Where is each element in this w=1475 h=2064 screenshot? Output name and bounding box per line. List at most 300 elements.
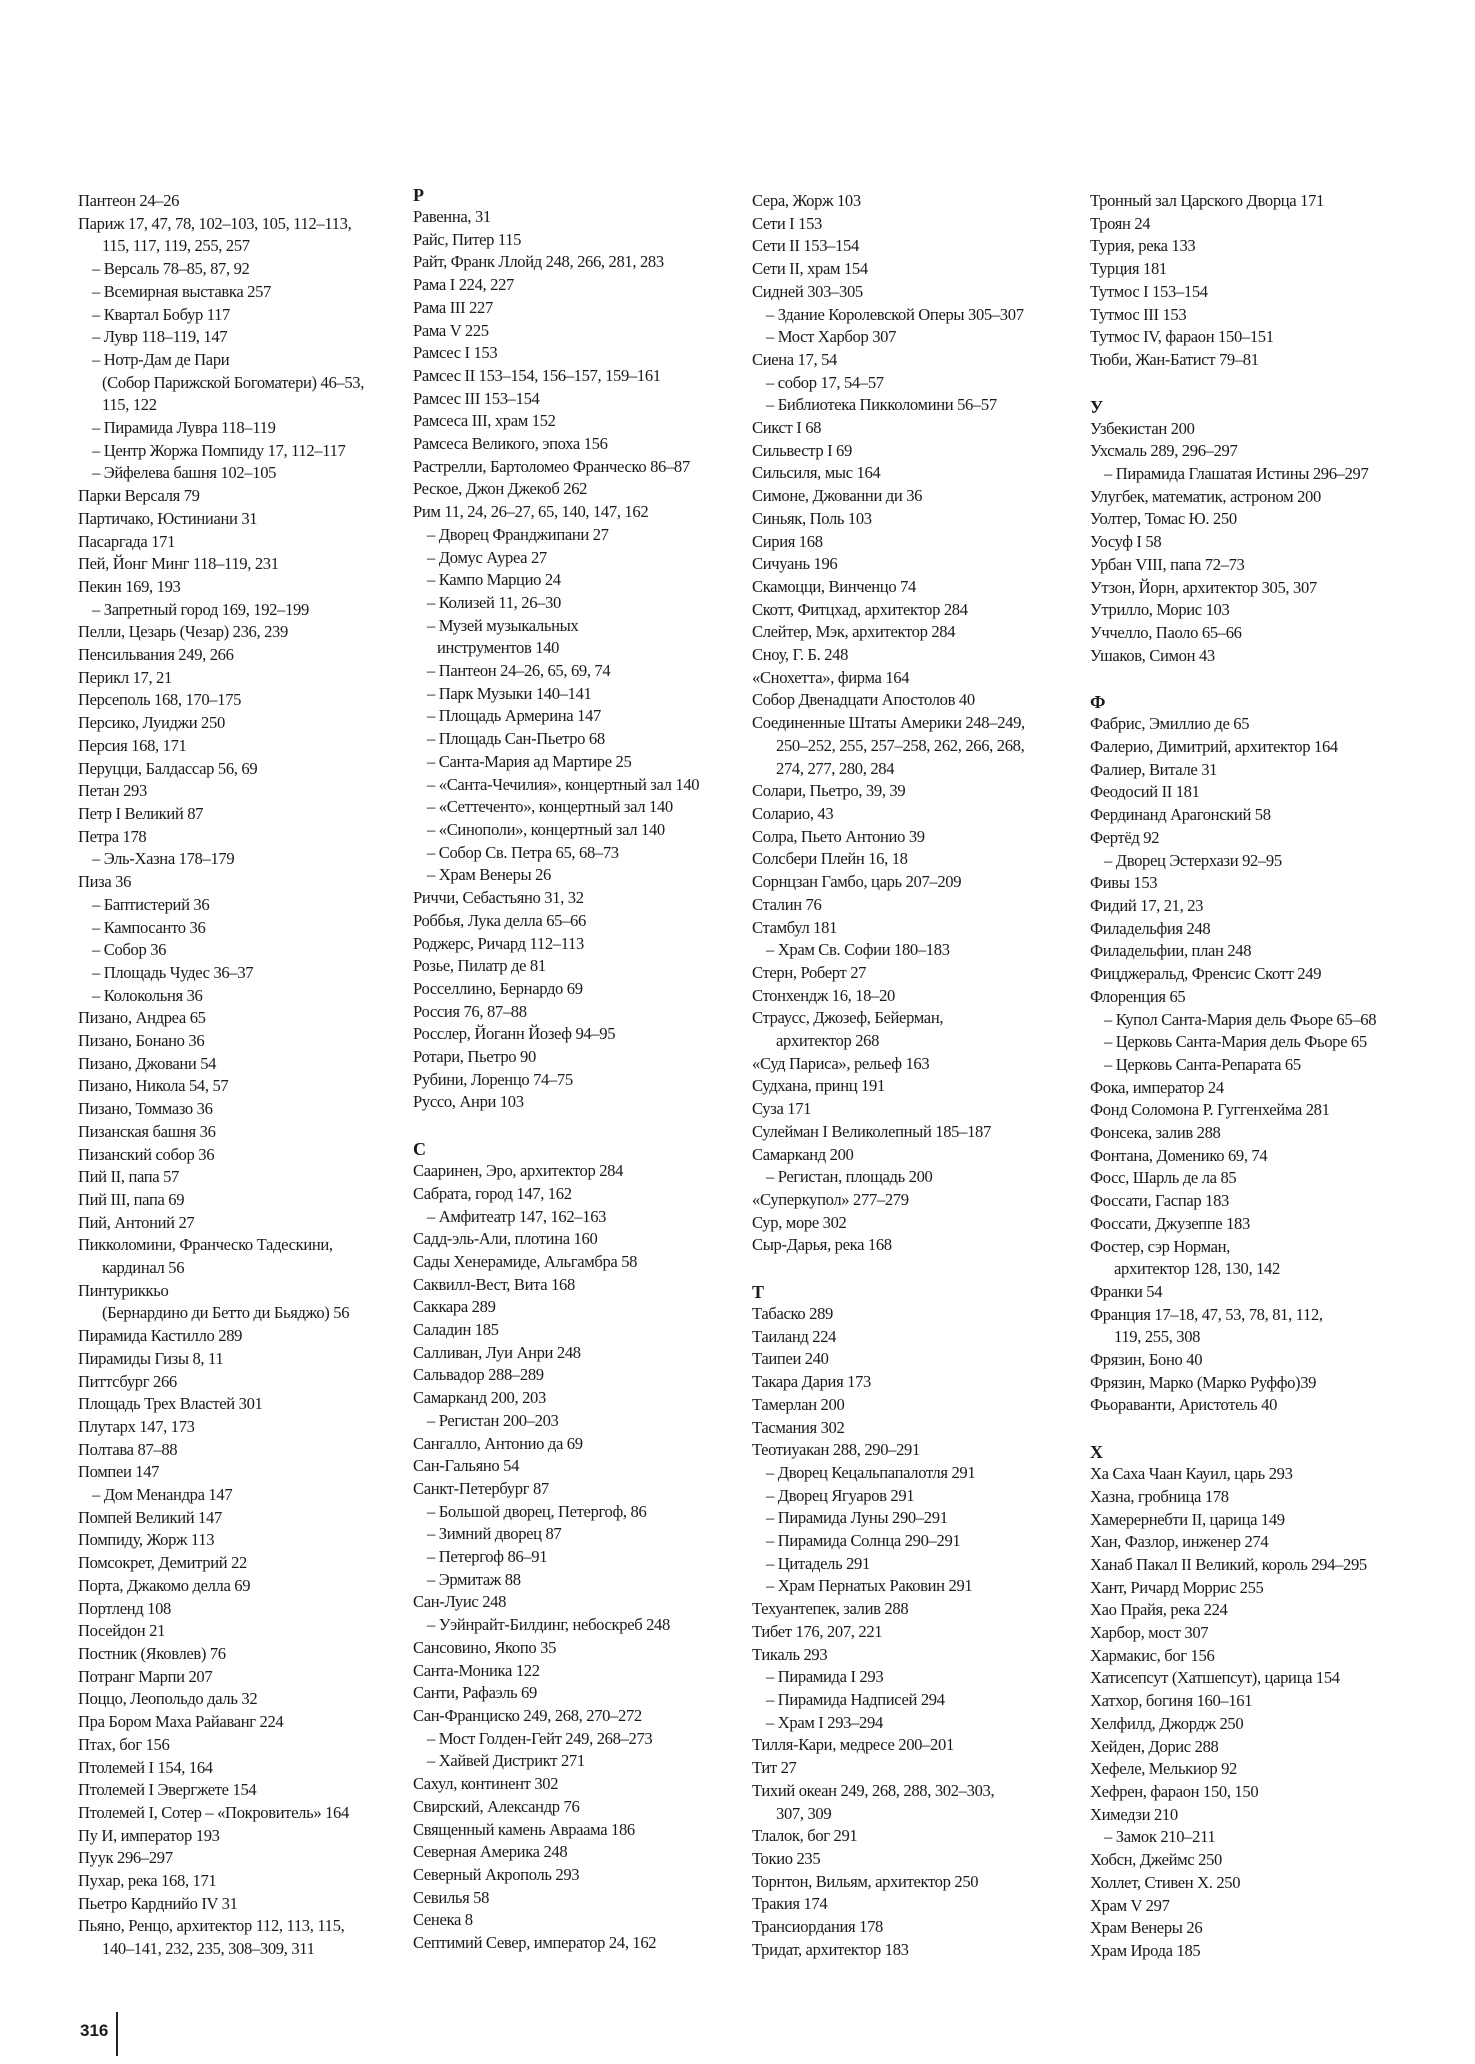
index-entry: Флоренция 65	[1090, 986, 1186, 1006]
index-entry: Перикл 17, 21	[78, 667, 172, 687]
index-entry: Тикаль 293	[752, 1644, 828, 1664]
index-entry: Сансовино, Якопо 35	[413, 1637, 557, 1657]
index-entry: Фицджеральд, Френсис Скотт 249	[1090, 964, 1322, 984]
index-subentry: – Пирамида Глашатая Истины 296–297	[1104, 464, 1369, 484]
index-entry: Токио 235	[752, 1848, 821, 1868]
index-entry: Поццо, Леопольдо даль 32	[78, 1689, 258, 1709]
index-entry: Тасмания 302	[752, 1417, 845, 1437]
index-entry: Сан-Франциско 249, 268, 270–272	[413, 1706, 642, 1725]
index-entry: Пенсильвания 249, 266	[78, 645, 234, 665]
letter-heading: Р	[413, 185, 424, 205]
letter-heading: Т	[752, 1282, 765, 1303]
index-entry: Риччи, Себастьяно 31, 32	[413, 888, 584, 908]
index-entry: Сорнцзан Гамбо, царь 207–209	[752, 872, 962, 892]
index-entry: Пизано, Джовани 54	[78, 1053, 217, 1073]
index-subentry: – Лувр 118–119, 147	[92, 327, 228, 347]
index-entry: Райс, Питер 115	[413, 229, 522, 249]
index-entry: Пьяно, Ренцо, архитектор 112, 113, 115,	[78, 1916, 345, 1936]
index-entry: Сан-Гальяно 54	[413, 1456, 520, 1476]
index-entry: Питтсбург 266	[78, 1371, 177, 1391]
index-entry: Постник (Яковлев) 76	[78, 1644, 226, 1663]
index-entry: Фалерио, Димитрий, архитектор 164	[1090, 737, 1338, 757]
index-subentry: – Петергоф 86–91	[427, 1547, 548, 1567]
index-entry: Ротари, Пьетро 90	[413, 1047, 536, 1067]
index-entry: Страусс, Джозеф, Бейерман,	[752, 1008, 944, 1028]
index-entry: Партичако, Юстиниани 31	[78, 508, 258, 528]
index-entry-continuation: 140–141, 232, 235, 308–309, 311	[102, 1939, 315, 1959]
index-subentry: – Площадь Сан-Пьетро 68	[427, 729, 605, 749]
index-entry: Фрязин, Боно 40	[1090, 1350, 1203, 1370]
index-entry: Фабрис, Эмиллио де 65	[1090, 714, 1250, 734]
index-entry: Такара Дария 173	[752, 1372, 872, 1392]
index-entry: Рама V 225	[413, 320, 489, 340]
index-subentry: – Запретный город 169, 192–199	[92, 599, 309, 619]
index-subentry: – Библиотека Пикколомини 56–57	[766, 395, 997, 415]
index-entry: Пизано, Томмазо 36	[78, 1099, 213, 1119]
index-entry: Табаско 289	[752, 1304, 833, 1324]
index-entry: Петан 293	[78, 781, 147, 801]
index-entry: Феодосий II 181	[1090, 782, 1200, 802]
index-entry: Ухсмаль 289, 296–297	[1090, 441, 1238, 461]
index-entry: Тридат, архитектор 183	[752, 1939, 909, 1959]
index-entry: Франция 17–18, 47, 53, 78, 81, 112,	[1090, 1304, 1323, 1324]
index-entry: Троян 24	[1090, 213, 1151, 233]
index-entry: Рамсеса Великого, эпоха 156	[413, 434, 608, 454]
index-entry: Сети II, храм 154	[752, 259, 868, 279]
index-entry: Судхана, принц 191	[752, 1076, 885, 1096]
index-entry: Парки Версаля 79	[78, 486, 200, 506]
index-subentry: – Мост Голден-Гейт 249, 268–273	[427, 1728, 653, 1748]
index-entry: Сильвестр I 69	[752, 440, 852, 460]
index-entry: Пирамида Кастилло 289	[78, 1326, 243, 1346]
index-entry: Фердинанд Арагонский 58	[1090, 805, 1271, 825]
index-entry: Стамбул 181	[752, 917, 838, 937]
index-entry: Септимий Север, император 24, 162	[413, 1933, 657, 1953]
index-entry: Турция 181	[1090, 259, 1167, 279]
index-entry: Синьяк, Поль 103	[752, 508, 872, 528]
index-entry: Пизано, Никола 54, 57	[78, 1076, 229, 1096]
index-entry: Саладин 185	[413, 1320, 499, 1340]
index-entry: «Суперкупол» 277–279	[752, 1189, 909, 1209]
index-subentry: – Дом Менандра 147	[92, 1485, 233, 1505]
index-entry: Росселлино, Бернардо 69	[413, 978, 583, 998]
index-entry: Хелфилд, Джордж 250	[1090, 1713, 1244, 1733]
index-entry: Хейден, Дорис 288	[1090, 1736, 1219, 1756]
index-subentry: – Пантеон 24–26, 65, 69, 74	[427, 661, 611, 681]
index-entry: Рамсес I 153	[413, 343, 498, 363]
index-subentry: – «Сеттеченто», концертный зал 140	[427, 797, 673, 817]
index-entry: Росслер, Йоганн Йозеф 94–95	[413, 1024, 616, 1044]
index-entry: Пизанский собор 36	[78, 1144, 215, 1164]
index-entry: Хефеле, Мелькиор 92	[1090, 1759, 1237, 1779]
index-entry: Сидней 303–305	[752, 281, 863, 301]
index-subentry: – Пирамида Солнца 290–291	[766, 1531, 961, 1551]
index-entry: Пий, Антоний 27	[78, 1212, 195, 1232]
index-entry: Хао Прайя, река 224	[1090, 1600, 1228, 1620]
index-entry: Тлалок, бог 291	[752, 1826, 858, 1846]
index-entry: Стерн, Роберт 27	[752, 962, 867, 982]
index-entry: Сноу, Г. Б. 248	[752, 645, 849, 665]
index-subentry: – Эрмитаж 88	[427, 1569, 521, 1589]
index-subentry: – Церковь Санта-Репарата 65	[1104, 1054, 1301, 1074]
index-subentry: – Квартал Бобур 117	[92, 304, 230, 324]
index-entry-continuation: инструментов 140	[437, 638, 560, 658]
index-subentry: – «Синополи», концертный зал 140	[427, 819, 665, 839]
index-subentry: – Парк Музыки 140–141	[427, 683, 592, 703]
index-entry: Пикколомини, Франческо Тадескини,	[78, 1235, 333, 1255]
index-entry: Сиена 17, 54	[752, 349, 837, 369]
index-entry: Храм Венеры 26	[1090, 1918, 1203, 1938]
index-entry: Священный камень Авраама 186	[413, 1819, 635, 1839]
index-entry: Скамоцци, Винченцо 74	[752, 576, 916, 596]
index-entry: Филадельфия 248	[1090, 918, 1211, 938]
index-entry: Сыр-Дарья, река 168	[752, 1235, 892, 1255]
index-entry: Сети II 153–154	[752, 236, 859, 256]
index-subentry: – Площадь Армерина 147	[427, 706, 601, 726]
index-entry: Рамсес II 153–154, 156–157, 159–161	[413, 365, 661, 385]
index-entry: Птолемей I 154, 164	[78, 1757, 213, 1777]
index-entry: Хефрен, фараон 150, 150	[1090, 1782, 1259, 1801]
index-subentry: – Храм I 293–294	[766, 1712, 883, 1732]
index-entry: Скотт, Фитцхад, архитектор 284	[752, 599, 968, 619]
index-entry: Свирский, Александр 76	[413, 1796, 580, 1816]
index-entry: Сабрата, город 147, 162	[413, 1183, 572, 1203]
index-entry: Фертёд 92	[1090, 827, 1160, 847]
index-entry: Тронный зал Царского Дворца 171	[1090, 191, 1324, 210]
index-entry: Улугбек, математик, астроном 200	[1090, 486, 1321, 506]
section-gap	[1090, 372, 1420, 396]
index-entry: Помсокрет, Демитрий 22	[78, 1553, 247, 1573]
index-subentry: – Эйфелева башня 102–105	[92, 463, 277, 483]
index-entry: Пекин 169, 193	[78, 576, 181, 596]
index-entry: Посейдон 21	[78, 1621, 166, 1641]
index-entry: Храм V 297	[1090, 1895, 1170, 1915]
index-entry-continuation: 250–252, 255, 257–258, 262, 266, 268,	[776, 735, 1025, 755]
index-entry: Салливан, Луи Анри 248	[413, 1342, 581, 1362]
index-entry: Рама III 227	[413, 297, 493, 317]
index-entry: Фонд Соломона Р. Гуггенхейма 281	[1090, 1100, 1330, 1120]
index-entry: Птолемей I, Сотер – «Покровитель» 164	[78, 1802, 349, 1822]
index-entry: Пизано, Андреа 65	[78, 1008, 206, 1028]
index-entry: Сенека 8	[413, 1910, 473, 1930]
index-entry: Сальвадор 288–289	[413, 1365, 544, 1385]
index-subentry: – Пирамида Надписей 294	[766, 1690, 945, 1709]
index-subentry: – Собор 36	[92, 940, 167, 960]
index-entry: Хант, Ричард Моррис 255	[1090, 1577, 1264, 1597]
index-column-4	[1090, 190, 1420, 1963]
index-entry-continuation: 119, 255, 308	[1114, 1327, 1201, 1347]
index-entry: Пьетро Карднийо IV 31	[78, 1893, 238, 1913]
index-entry: Собор Двенадцати Апостолов 40	[752, 690, 975, 710]
index-entry: Помпиду, Жорж 113	[78, 1530, 215, 1550]
index-entry-continuation: 115, 122	[102, 395, 157, 415]
index-entry: Растрелли, Бартоломео Франческо 86–87	[413, 456, 690, 476]
index-entry: Портленд 108	[78, 1598, 172, 1618]
index-entry: Хан, Фазлор, инженер 274	[1090, 1532, 1269, 1552]
index-entry: Тилля-Кари, медресе 200–201	[752, 1735, 954, 1755]
index-subentry: – Домус Ауреа 27	[427, 547, 547, 567]
index-entry: Филадельфии, план 248	[1090, 941, 1252, 961]
index-entry: Париж 17, 47, 78, 102–103, 105, 112–113,	[78, 213, 352, 233]
index-entry: Тракия 174	[752, 1894, 828, 1914]
index-entry: Химедзи 210	[1090, 1804, 1178, 1824]
index-entry-continuation: 274, 277, 280, 284	[776, 758, 895, 778]
index-entry: Реское, Джон Джекоб 262	[413, 479, 588, 499]
index-entry-continuation: (Бернардино ди Бетто ди Бьяджо) 56	[102, 1303, 350, 1323]
index-column-3	[752, 190, 1082, 1961]
index-entry: Рама I 224, 227	[413, 275, 514, 295]
index-subentry: – Центр Жоржа Помпиду 17, 112–117	[92, 440, 346, 460]
index-entry: Пизано, Бонано 36	[78, 1031, 205, 1051]
index-entry: Самарканд 200, 203	[413, 1388, 546, 1408]
index-entry: Техуантепек, залив 288	[752, 1599, 909, 1619]
index-entry: Россия 76, 87–88	[413, 1001, 527, 1021]
index-entry: Саквилл-Вест, Вита 168	[413, 1274, 575, 1294]
index-entry: Фрязин, Марко (Марко Руффо)39	[1090, 1372, 1317, 1392]
index-entry: Санкт-Петербург 87	[413, 1478, 549, 1498]
index-subentry: – Дворец Эстерхази 92–95	[1104, 850, 1282, 870]
index-entry: Полтава 87–88	[78, 1439, 178, 1459]
index-entry: Пелли, Цезарь (Чезар) 236, 239	[78, 622, 288, 642]
index-entry: Петр I Великий 87	[78, 803, 204, 823]
index-entry: Садд-эль-Али, плотина 160	[413, 1229, 598, 1249]
index-entry: Птах, бог 156	[78, 1734, 170, 1754]
index-entry: Таиланд 224	[752, 1326, 837, 1346]
index-entry: Сады Хенерамиде, Альгамбра 58	[413, 1251, 638, 1271]
index-subentry: – собор 17, 54–57	[766, 372, 884, 392]
index-entry: Сангалло, Антонио да 69	[413, 1433, 583, 1453]
index-subentry: – Мост Харбор 307	[766, 327, 897, 347]
index-entry-continuation: кардинал 56	[102, 1258, 185, 1278]
index-entry: Роббья, Лука делла 65–66	[413, 910, 586, 930]
index-entry: Фостер, сэр Норман,	[1090, 1236, 1230, 1256]
index-entry: Соединенные Штаты Америки 248–249,	[752, 713, 1025, 733]
index-subentry: – Уэйнрайт-Билдинг, небоскреб 248	[427, 1615, 670, 1635]
index-entry: Хармакис, бог 156	[1090, 1645, 1215, 1665]
index-entry: «Снохетта», фирма 164	[752, 667, 910, 687]
index-entry: Солсбери Плейн 16, 18	[752, 849, 908, 869]
index-entry: Сикст I 68	[752, 418, 822, 438]
index-entry: Теотиуакан 288, 290–291	[752, 1440, 920, 1460]
index-entry: Равенна, 31	[413, 207, 491, 226]
index-entry: Тутмос IV, фараон 150–151	[1090, 327, 1274, 347]
index-entry: Сур, море 302	[752, 1212, 847, 1232]
index-entry: Фьораванти, Аристотель 40	[1090, 1395, 1278, 1415]
index-entry: Тибет 176, 207, 221	[752, 1621, 883, 1641]
index-entry: Фоссати, Гаспар 183	[1090, 1191, 1229, 1211]
index-entry: Пий II, папа 57	[78, 1167, 180, 1187]
index-subentry: – Замок 210–211	[1104, 1827, 1216, 1847]
index-entry: Рамсеса III, храм 152	[413, 411, 556, 431]
index-subentry: – Колокольня 36	[92, 985, 203, 1005]
index-subentry: – Храм Пернатых Раковин 291	[766, 1576, 973, 1596]
index-entry: Суза 171	[752, 1099, 812, 1119]
index-entry: Сера, Жорж 103	[752, 191, 861, 210]
index-subentry: – Версаль 78–85, 87, 92	[92, 259, 250, 279]
index-entry: Самарканд 200	[752, 1144, 854, 1164]
index-subentry: – Колизей 11, 26–30	[427, 592, 561, 612]
index-entry: Рамсес III 153–154	[413, 388, 540, 408]
section-gap	[1090, 1417, 1420, 1441]
index-entry: Тит 27	[752, 1758, 797, 1778]
index-subentry: – «Санта-Чечилия», концертный зал 140	[427, 774, 700, 794]
index-entry: Утзон, Йорн, архитектор 305, 307	[1090, 577, 1317, 597]
index-entry-continuation: архитектор 268	[776, 1031, 880, 1051]
index-entry: Фоссати, Джузеппе 183	[1090, 1213, 1250, 1233]
index-entry-continuation: архитектор 128, 130, 142	[1114, 1259, 1280, 1279]
index-subentry: – Купол Санта-Мария дель Фьоре 65–68	[1104, 1009, 1377, 1029]
index-subentry: – Кампосанто 36	[92, 917, 206, 937]
index-entry: Северный Акрополь 293	[413, 1864, 580, 1884]
index-entry: Петра 178	[78, 826, 147, 846]
index-entry: Пей, Йонг Минг 118–119, 231	[78, 554, 279, 574]
index-entry: Ханаб Пакал II Великий, король 294–295	[1090, 1554, 1367, 1574]
index-column-2	[413, 185, 743, 1955]
index-entry: Сичуань 196	[752, 554, 838, 574]
index-entry: Райт, Франк Ллойд 248, 266, 281, 283	[413, 252, 664, 272]
index-subentry: – Церковь Санта-Мария дель Фьоре 65	[1104, 1032, 1367, 1052]
index-entry: Фока, император 24	[1090, 1077, 1224, 1097]
index-subentry: – Зимний дворец 87	[427, 1524, 562, 1544]
index-entry: Фалиер, Витале 31	[1090, 759, 1218, 779]
index-entry: Саккара 289	[413, 1297, 496, 1317]
index-entry: Утрилло, Морис 103	[1090, 600, 1230, 620]
index-subentry: – Дворец Франджипани 27	[427, 524, 609, 544]
index-entry: Урбан VIII, папа 72–73	[1090, 554, 1245, 574]
index-entry-continuation: 115, 117, 119, 255, 257	[102, 236, 250, 256]
index-entry: Руссо, Анри 103	[413, 1092, 524, 1112]
page-number-rule	[116, 2012, 118, 2056]
index-subentry: – Амфитеатр 147, 162–163	[427, 1206, 607, 1226]
index-entry: Пий III, папа 69	[78, 1189, 185, 1209]
index-entry: Пухар, река 168, 171	[78, 1871, 217, 1891]
letter-heading: Х	[1090, 1442, 1103, 1463]
index-entry: Хатисепсут (Хатшепсут), царица 154	[1090, 1668, 1340, 1688]
index-entry: Рим 11, 24, 26–27, 65, 140, 147, 162	[413, 502, 649, 522]
index-entry: «Суд Париса», рельеф 163	[752, 1053, 930, 1073]
index-entry: Торнтон, Вильям, архитектор 250	[752, 1871, 979, 1891]
index-entry: Уолтер, Томас Ю. 250	[1090, 509, 1237, 529]
index-entry: Сахул, континент 302	[413, 1774, 559, 1794]
index-entry: Санти, Рафаэль 69	[413, 1683, 537, 1703]
index-entry: Фидий 17, 21, 23	[1090, 895, 1204, 915]
index-subentry: – Санта-Мария ад Мартире 25	[427, 751, 632, 771]
index-entry: Площадь Трех Властей 301	[78, 1394, 263, 1414]
index-column-1	[78, 190, 408, 1961]
index-entry: Сети I 153	[752, 213, 822, 233]
index-entry: Персеполь 168, 170–175	[78, 690, 242, 710]
index-entry: Пра Бором Маха Райаванг 224	[78, 1712, 284, 1732]
index-subentry: – Пирамида Лувра 118–119	[92, 418, 276, 438]
index-entry: Солари, Пьетро, 39, 39	[752, 781, 906, 801]
letter-heading: С	[413, 1139, 426, 1160]
index-entry: Франки 54	[1090, 1281, 1163, 1301]
index-entry: Пинтуриккьо	[78, 1280, 169, 1300]
index-entry: Фивы 153	[1090, 873, 1158, 893]
index-entry: Сааринен, Эро, архитектор 284	[413, 1161, 624, 1181]
section-gap	[1090, 667, 1420, 691]
index-subentry: – Большой дворец, Петергоф, 86	[427, 1501, 647, 1521]
index-entry: Перуцци, Балдассар 56, 69	[78, 758, 258, 778]
index-entry: Сулейман I Великолепный 185–187	[752, 1121, 991, 1141]
index-subentry: – Кампо Марцио 24	[427, 570, 561, 590]
index-entry: Солра, Пьето Антонио 39	[752, 826, 925, 846]
index-entry: Фонтана, Доменико 69, 74	[1090, 1145, 1268, 1165]
index-entry: Турия, река 133	[1090, 236, 1196, 256]
index-entry: Хатхор, богиня 160–161	[1090, 1691, 1253, 1711]
letter-heading: Ф	[1090, 692, 1106, 713]
letter-heading: У	[1090, 396, 1104, 417]
index-entry: Персико, Луиджи 250	[78, 713, 225, 733]
index-entry-continuation: 307, 309	[776, 1803, 832, 1823]
index-entry: Соларио, 43	[752, 803, 834, 823]
index-entry: Фосс, Шарль де ла 85	[1090, 1168, 1237, 1188]
index-entry: Хамерернебти II, царица 149	[1090, 1509, 1285, 1529]
index-entry: Сирия 168	[752, 531, 823, 551]
index-entry: Хазна, гробница 178	[1090, 1486, 1229, 1506]
index-subentry: – Музей музыкальных	[427, 615, 579, 635]
index-entry: Севилья 58	[413, 1887, 490, 1907]
index-entry: Таипеи 240	[752, 1349, 829, 1369]
index-subentry: – Баптистерий 36	[92, 894, 210, 914]
index-entry-continuation: (Собор Парижской Богоматери) 46–53,	[102, 372, 365, 392]
index-entry: Хобсн, Джеймс 250	[1090, 1850, 1222, 1870]
index-entry: Розье, Пилатр де 81	[413, 956, 546, 976]
index-entry: Помпеи 147	[78, 1462, 160, 1482]
index-entry: Сталин 76	[752, 894, 822, 914]
index-entry: Рубини, Лоренцо 74–75	[413, 1069, 573, 1089]
index-entry: Пантеон 24–26	[78, 191, 180, 210]
index-entry: Птолемей I Эвергжете 154	[78, 1780, 257, 1800]
index-entry: Пиза 36	[78, 872, 132, 892]
index-subentry: – Пирамида Луны 290–291	[766, 1508, 948, 1528]
index-subentry: – Храм Св. Софии 180–183	[766, 940, 950, 960]
index-entry: Симоне, Джованни ди 36	[752, 486, 923, 506]
index-entry: Тамерлан 200	[752, 1394, 845, 1414]
index-entry: Персия 168, 171	[78, 735, 187, 755]
index-entry: Плутарх 147, 173	[78, 1416, 195, 1436]
index-entry: Уччелло, Паоло 65–66	[1090, 622, 1242, 642]
index-subentry: – Нотр-Дам де Пари	[92, 349, 230, 369]
index-entry: Помпей Великий 147	[78, 1507, 222, 1527]
index-entry: Тюби, Жан-Батист 79–81	[1090, 349, 1259, 369]
index-subentry: – Пирамида I 293	[766, 1667, 884, 1687]
index-subentry: – Цитадель 291	[766, 1553, 870, 1573]
index-subentry: – Здание Королевской Оперы 305–307	[766, 304, 1024, 324]
index-entry: Уосуф I 58	[1090, 532, 1162, 552]
index-entry: Пу И, император 193	[78, 1825, 220, 1845]
index-entry: Трансиордания 178	[752, 1917, 883, 1937]
index-entry: Узбекистан 200	[1090, 418, 1195, 438]
index-subentry: – Собор Св. Петра 65, 68–73	[427, 842, 619, 862]
index-subentry: – Регистан 200–203	[427, 1410, 559, 1430]
index-entry: Стонхендж 16, 18–20	[752, 985, 895, 1005]
index-entry: Потранг Марпи 207	[78, 1666, 213, 1686]
index-entry: Харбор, мост 307	[1090, 1623, 1209, 1643]
index-entry: Пасаргада 171	[78, 531, 176, 551]
index-entry: Ушаков, Симон 43	[1090, 645, 1215, 665]
index-entry: Тутмос I 153–154	[1090, 281, 1208, 301]
index-entry: Храм Ирода 185	[1090, 1940, 1201, 1960]
section-gap	[752, 1257, 1082, 1281]
index-entry: Фонсека, залив 288	[1090, 1123, 1221, 1143]
index-entry: Роджерс, Ричард 112–113	[413, 933, 584, 953]
index-subentry: – Храм Венеры 26	[427, 865, 552, 885]
index-entry: Тутмос III 153	[1090, 304, 1187, 324]
index-entry: Пизанская башня 36	[78, 1121, 216, 1141]
index-entry: Северная Америка 248	[413, 1842, 568, 1862]
index-entry: Санта-Моника 122	[413, 1660, 540, 1680]
